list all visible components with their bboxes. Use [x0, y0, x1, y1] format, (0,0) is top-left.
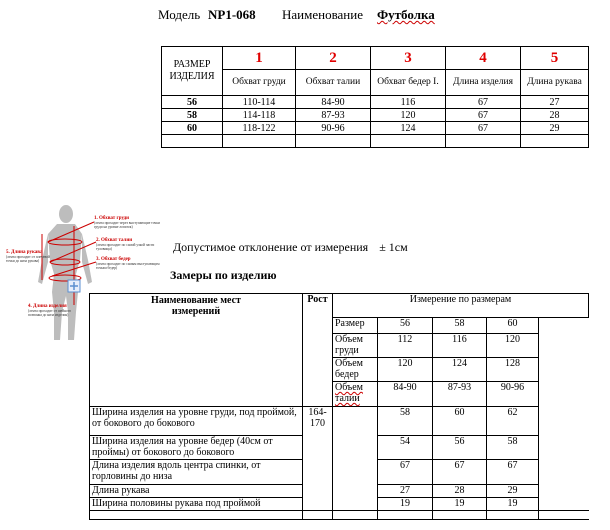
value-cell: 110-114	[223, 96, 296, 109]
col-number: 5	[521, 47, 589, 70]
value-cell: 120	[378, 358, 433, 382]
name-label: Наименование	[282, 7, 363, 22]
label-hips	[96, 257, 166, 270]
table-row	[90, 407, 589, 436]
label-hips-title: 3. Обхват бедер	[96, 257, 131, 262]
label-chest	[94, 216, 166, 229]
table-row	[162, 109, 589, 122]
measurements-title: Замеры по изделию	[170, 268, 277, 282]
label-sleeve-desc: (лента проходит от плечевой точки до низа рукава)	[6, 255, 50, 263]
label-length	[28, 304, 74, 317]
tolerance-value: ± 1см	[379, 240, 408, 254]
value-cell: 112	[378, 334, 433, 358]
value-cell: 56	[378, 318, 433, 334]
size-cell: 58	[162, 109, 223, 122]
sub-row-label: Объем бедер	[333, 358, 378, 382]
value-cell: 84-90	[296, 96, 371, 109]
model-value: NP1-068	[208, 7, 256, 22]
value-cell: 58	[378, 407, 433, 436]
table-row	[162, 122, 589, 135]
table-row-empty	[162, 135, 589, 148]
value-cell: 116	[371, 96, 446, 109]
value-cell: 90-96	[296, 122, 371, 135]
label-waist-title: 2. Обхват талии	[96, 238, 133, 243]
value-cell: 120	[371, 109, 446, 122]
col-place-header-text: Наименование мест измерений	[151, 295, 241, 317]
sub-row-label: Объем талии	[333, 382, 378, 407]
value-cell: 58	[487, 436, 539, 460]
value-cell: 124	[433, 358, 487, 382]
col-height-header: Рост	[303, 294, 333, 407]
row-label: Ширина половины рукава под проймой	[90, 498, 303, 511]
value-cell: 67	[446, 96, 521, 109]
label-waist-desc: (лента проходит по самой узкой части туловища)	[96, 243, 155, 251]
value-cell: 120	[487, 334, 539, 358]
value-cell: 28	[521, 109, 589, 122]
tolerance-line	[173, 240, 408, 255]
value-cell: 62	[487, 407, 539, 436]
col-label: Обхват талии	[296, 70, 371, 96]
height-value: 164-170	[308, 407, 327, 429]
col-label: Длина рукава	[521, 70, 589, 96]
row-label: Ширина изделия на уровне груди, под проймой, от бокового до бокового	[90, 407, 303, 436]
label-hips-desc: (лента проходит по самым выступающим точкам бедер)	[96, 262, 160, 270]
table-row-empty	[90, 511, 589, 520]
height-cell	[303, 407, 333, 511]
table-row	[162, 96, 589, 109]
col-label: Длина изделия	[446, 70, 521, 96]
value-cell: 27	[378, 485, 433, 498]
value-cell: 58	[433, 318, 487, 334]
col-place-header	[90, 294, 303, 407]
name-value: Футболка	[377, 7, 435, 22]
col-label: Обхват бедер I.	[371, 70, 446, 96]
size-cell: 60	[162, 122, 223, 135]
row-label: Ширина изделия на уровне бедер (40см от проймы) от бокового до бокового	[90, 436, 303, 460]
size-header: РАЗМЕР ИЗДЕЛИЯ	[162, 47, 223, 96]
value-cell: 60	[487, 318, 539, 334]
value-cell: 87-93	[433, 382, 487, 407]
col-sizes-header: Измерение по размерам	[333, 294, 589, 318]
value-cell: 28	[433, 485, 487, 498]
label-waist	[96, 238, 166, 251]
label-sleeve	[6, 250, 50, 263]
row-label: Длина рукава	[90, 485, 303, 498]
value-cell: 67	[446, 122, 521, 135]
value-cell: 84-90	[378, 382, 433, 407]
value-cell: 67	[378, 460, 433, 485]
value-cell: 19	[433, 498, 487, 511]
col-number: 2	[296, 47, 371, 70]
tolerance-label: Допустимое отклонение от измерения	[173, 240, 369, 254]
size-cell: 56	[162, 96, 223, 109]
value-cell: 67	[446, 109, 521, 122]
value-cell: 114-118	[223, 109, 296, 122]
label-length-title: 4. Длина изделия	[28, 304, 67, 309]
measurements-table	[89, 293, 589, 520]
value-cell: 87-93	[296, 109, 371, 122]
col-number: 4	[446, 47, 521, 70]
label-chest-title: 1. Обхват груди	[94, 216, 130, 221]
value-cell: 128	[487, 358, 539, 382]
value-cell: 29	[521, 122, 589, 135]
col-label: Обхват груди	[223, 70, 296, 96]
sub-row-label: Объем груди	[333, 334, 378, 358]
value-cell: 19	[487, 498, 539, 511]
value-cell: 27	[521, 96, 589, 109]
value-cell: 60	[433, 407, 487, 436]
value-cell: 116	[433, 334, 487, 358]
model-label: Модель	[158, 7, 201, 22]
value-cell: 124	[371, 122, 446, 135]
value-cell: 118-122	[223, 122, 296, 135]
value-cell: 90-96	[487, 382, 539, 407]
value-cell: 29	[487, 485, 539, 498]
value-cell: 67	[487, 460, 539, 485]
sub-row-label: Размер	[333, 318, 378, 334]
value-cell: 19	[378, 498, 433, 511]
label-length-desc: (лента проходит от шейного позвонка до низа изделия)	[28, 309, 72, 317]
row-label: Длина изделия вдоль центра спинки, от горловины до низа	[90, 460, 303, 485]
value-cell: 67	[433, 460, 487, 485]
label-chest-desc: (лента проходит через выступающие точки груди на уровне лопаток)	[94, 221, 160, 229]
value-cell: 56	[433, 436, 487, 460]
col-number: 1	[223, 47, 296, 70]
label-sleeve-title: 5. Длина рукава	[6, 250, 43, 255]
col-number: 3	[371, 47, 446, 70]
value-cell: 54	[378, 436, 433, 460]
size-table	[161, 46, 589, 148]
